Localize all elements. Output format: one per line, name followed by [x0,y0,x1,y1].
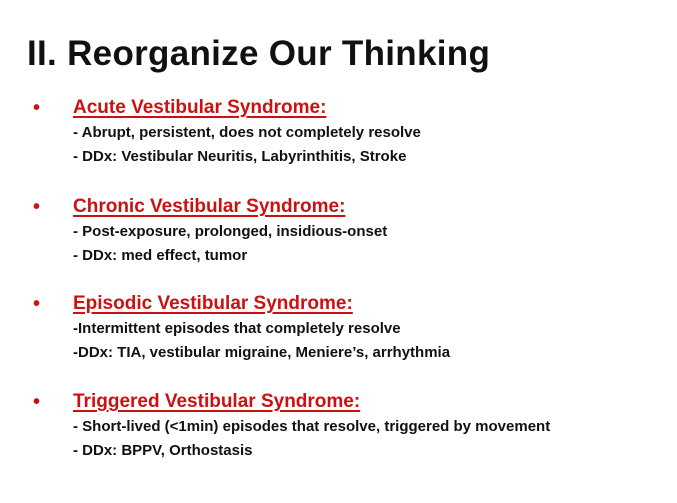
section-line: -DDx: TIA, vestibular migraine, Meniere’s, arrhythmia [73,344,451,361]
section-line: - Short-lived (<1min) episodes that resolve, triggered by movement [73,418,551,435]
bullet-icon: • [33,391,41,413]
section-line: - DDx: BPPV, Orthostasis [73,442,253,459]
section-heading-row [33,291,653,317]
section-line: - Abrupt, persistent, does not completely resolve [73,124,421,141]
section-line: -Intermittent episodes that completely resolve [73,320,401,337]
section-heading: Chronic Vestibular Syndrome: [73,196,346,217]
bullet-icon: • [33,196,41,218]
section-acute [33,95,653,169]
section-chronic [33,194,653,268]
section-episodic [33,291,653,365]
section-heading-row [33,389,653,415]
section-line: - DDx: med effect, tumor [73,247,248,264]
section-triggered [33,389,653,463]
section-line: - Post-exposure, prolonged, insidious-onset [73,223,388,240]
section-heading: Episodic Vestibular Syndrome: [73,293,353,314]
section-heading-row [33,95,653,121]
bullet-icon: • [33,97,41,119]
section-heading: Acute Vestibular Syndrome: [73,97,327,118]
section-heading: Triggered Vestibular Syndrome: [73,391,361,412]
section-line: - DDx: Vestibular Neuritis, Labyrinthitis, Stroke [73,148,407,165]
slide-title: II. Reorganize Our Thinking [27,34,491,73]
section-heading-row [33,194,653,220]
bullet-icon: • [33,293,41,315]
